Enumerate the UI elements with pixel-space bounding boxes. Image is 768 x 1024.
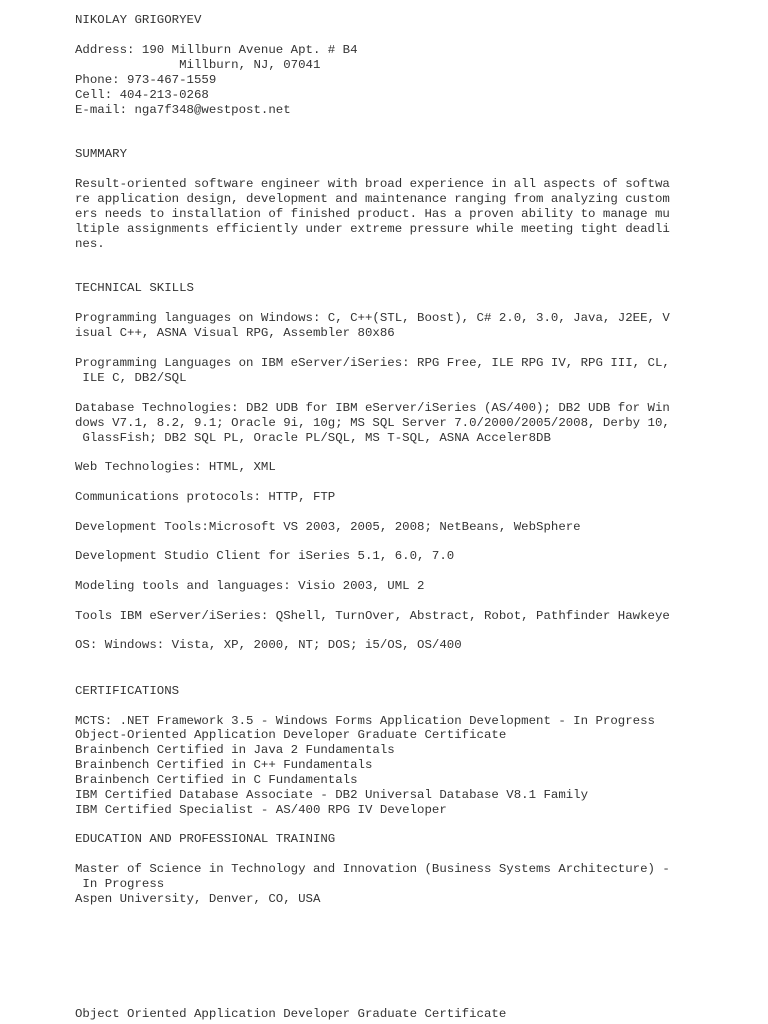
certification-item: IBM Certified Database Associate - DB2 Universal Database V8.1 Family (75, 788, 589, 802)
education-heading: EDUCATION AND PROFESSIONAL TRAINING (75, 832, 336, 846)
address-line-1: Address: 190 Millburn Avenue Apt. # B4 (75, 43, 358, 57)
degree-line: In Progress (75, 877, 165, 891)
address-line-2: Millburn, NJ, 07041 (75, 58, 321, 72)
skill-web: Web Technologies: HTML, XML (75, 460, 276, 474)
summary-heading: SUMMARY (75, 147, 128, 161)
summary-line: Result-oriented software engineer with broad experience in all aspects of softwa (75, 177, 670, 191)
certification-item: MCTS: .NET Framework 3.5 - Windows Forms Application Development - In Progress (75, 714, 655, 728)
skill-os: OS: Windows: Vista, XP, 2000, NT; DOS; i5/OS, OS/400 (75, 638, 462, 652)
skill-line: dows V7.1, 8.2, 9.1; Oracle 9i, 10g; MS SQL Server 7.0/2000/2005/2008, Derby 10, (75, 416, 670, 430)
phone: Phone: 973-467-1559 (75, 73, 217, 87)
skills-heading: TECHNICAL SKILLS (75, 281, 194, 295)
skill-line: GlassFish; DB2 SQL PL, Oracle PL/SQL, MS T-SQL, ASNA Acceler8DB (75, 431, 551, 445)
degree-line: Master of Science in Technology and Innovation (Business Systems Architecture) - (75, 862, 670, 876)
certification-item: Object-Oriented Application Developer Graduate Certificate (75, 728, 507, 742)
skill-line: Database Technologies: DB2 UDB for IBM eServer/iSeries (AS/400); DB2 UDB for Win (75, 401, 670, 415)
school: Aspen University, Denver, CO, USA (75, 892, 321, 906)
skill-line: ILE C, DB2/SQL (75, 371, 187, 385)
skill-modeling: Modeling tools and languages: Visio 2003, UML 2 (75, 579, 425, 593)
certificate-title: Object Oriented Application Developer Graduate Certificate (75, 1007, 507, 1021)
certification-item: Brainbench Certified in Java 2 Fundamentals (75, 743, 395, 757)
certification-item: Brainbench Certified in C++ Fundamentals (75, 758, 373, 772)
email: E-mail: nga7f348@westpost.net (75, 103, 291, 117)
cell: Cell: 404-213-0268 (75, 88, 209, 102)
skill-dev-tools: Development Tools:Microsoft VS 2003, 2005, 2008; NetBeans, WebSphere (75, 520, 581, 534)
certifications-heading: CERTIFICATIONS (75, 684, 180, 698)
skill-line: Programming languages on Windows: C, C++(STL, Boost), C# 2.0, 3.0, Java, J2EE, V (75, 311, 670, 325)
certification-item: IBM Certified Specialist - AS/400 RPG IV Developer (75, 803, 447, 817)
summary-line: nes. (75, 237, 105, 251)
skill-line: isual C++, ASNA Visual RPG, Assembler 80x86 (75, 326, 395, 340)
summary-line: ers needs to installation of finished product. Has a proven ability to manage mu (75, 207, 670, 221)
candidate-name: NIKOLAY GRIGORYEV (75, 13, 202, 27)
summary-line: ltiple assignments efficiently under extreme pressure while meeting tight deadli (75, 222, 670, 236)
skill-protocols: Communications protocols: HTTP, FTP (75, 490, 336, 504)
skill-ibm-tools: Tools IBM eServer/iSeries: QShell, TurnOver, Abstract, Robot, Pathfinder Hawkeye (75, 609, 670, 623)
certification-item: Brainbench Certified in C Fundamentals (75, 773, 358, 787)
summary-line: re application design, development and maintenance ranging from analyzing custom (75, 192, 670, 206)
skill-line: Programming Languages on IBM eServer/iSeries: RPG Free, ILE RPG IV, RPG III, CL, (75, 356, 670, 370)
skill-dev-studio: Development Studio Client for iSeries 5.1, 6.0, 7.0 (75, 549, 455, 563)
